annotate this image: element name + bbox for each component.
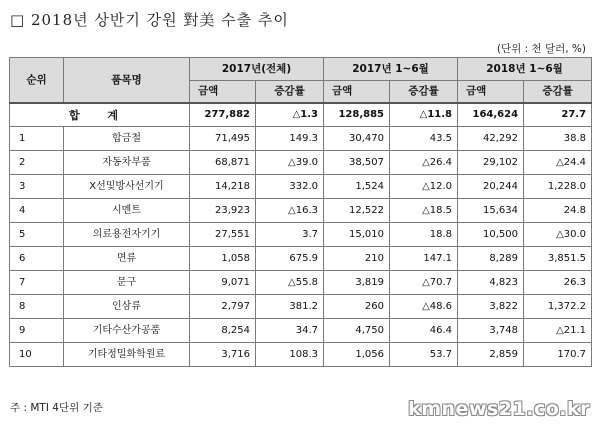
total-cell: △1.3 bbox=[256, 103, 324, 127]
row-value: 42,292 bbox=[458, 127, 524, 151]
table-row bbox=[10, 199, 592, 223]
row-rank: 3 bbox=[10, 175, 64, 199]
row-value: △26.4 bbox=[390, 151, 458, 175]
row-item-name: 합금철 bbox=[64, 127, 190, 151]
row-item-name: 시멘트 bbox=[64, 199, 190, 223]
row-rank: 6 bbox=[10, 247, 64, 271]
header-period-2017-h1: 2017년 1~6월 bbox=[324, 58, 458, 81]
row-value: 4,823 bbox=[458, 271, 524, 295]
header-row-periods bbox=[10, 58, 592, 81]
row-value: 43.5 bbox=[390, 127, 458, 151]
header-amount: 금액 bbox=[458, 81, 524, 104]
table-row bbox=[10, 247, 592, 271]
row-value: 30,470 bbox=[324, 127, 390, 151]
header-period-2018-h1: 2018년 1~6월 bbox=[458, 58, 592, 81]
row-value: △55.8 bbox=[256, 271, 324, 295]
row-value: 9,071 bbox=[190, 271, 256, 295]
header-amount: 금액 bbox=[324, 81, 390, 104]
row-value: 23,923 bbox=[190, 199, 256, 223]
row-value: △39.0 bbox=[256, 151, 324, 175]
header-rank: 순위 bbox=[10, 58, 64, 104]
row-rank: 4 bbox=[10, 199, 64, 223]
table-row bbox=[10, 127, 592, 151]
row-rank: 9 bbox=[10, 319, 64, 343]
total-cell: 164,624 bbox=[458, 103, 524, 127]
row-rank: 10 bbox=[10, 343, 64, 367]
row-value: 149.3 bbox=[256, 127, 324, 151]
unit-note: (단위 : 천 달러, %) bbox=[496, 43, 586, 55]
row-rank: 5 bbox=[10, 223, 64, 247]
row-value: 1,372.2 bbox=[524, 295, 592, 319]
row-item-name: 의료용전자기기 bbox=[64, 223, 190, 247]
table-row bbox=[10, 175, 592, 199]
table-row bbox=[10, 151, 592, 175]
row-value: 29,102 bbox=[458, 151, 524, 175]
table-row bbox=[10, 295, 592, 319]
page-title: □ 2018년 상반기 강원 對美 수출 추이 bbox=[10, 11, 289, 29]
row-value: 27,551 bbox=[190, 223, 256, 247]
header-period-2017-full: 2017년(전체) bbox=[190, 58, 324, 81]
row-value: 12,522 bbox=[324, 199, 390, 223]
header-growth: 증감률 bbox=[256, 81, 324, 104]
row-value: 170.7 bbox=[524, 343, 592, 367]
total-label: 합 계 bbox=[10, 103, 190, 127]
row-value: △24.4 bbox=[524, 151, 592, 175]
row-value: 3,819 bbox=[324, 271, 390, 295]
row-value: 46.4 bbox=[390, 319, 458, 343]
row-value: 2,797 bbox=[190, 295, 256, 319]
row-value: 10,500 bbox=[458, 223, 524, 247]
header-amount: 금액 bbox=[190, 81, 256, 104]
row-value: △18.5 bbox=[390, 199, 458, 223]
row-value: 26.3 bbox=[524, 271, 592, 295]
row-value: 3.7 bbox=[256, 223, 324, 247]
row-value: 1,056 bbox=[324, 343, 390, 367]
row-value: 53.7 bbox=[390, 343, 458, 367]
row-item-name: 자동차부품 bbox=[64, 151, 190, 175]
site-watermark: kmnews21.co.kr bbox=[408, 398, 590, 420]
row-item-name: 문구 bbox=[64, 271, 190, 295]
row-value: 675.9 bbox=[256, 247, 324, 271]
row-value: 210 bbox=[324, 247, 390, 271]
row-value: 14,218 bbox=[190, 175, 256, 199]
row-rank: 7 bbox=[10, 271, 64, 295]
total-cell: 128,885 bbox=[324, 103, 390, 127]
total-cell: 27.7 bbox=[524, 103, 592, 127]
row-value: 15,634 bbox=[458, 199, 524, 223]
table-row bbox=[10, 319, 592, 343]
row-rank: 8 bbox=[10, 295, 64, 319]
row-value: 18.8 bbox=[390, 223, 458, 247]
total-cell: △11.8 bbox=[390, 103, 458, 127]
row-value: △30.0 bbox=[524, 223, 592, 247]
row-value: 3,716 bbox=[190, 343, 256, 367]
row-value: 71,495 bbox=[190, 127, 256, 151]
header-growth: 증감률 bbox=[524, 81, 592, 104]
total-cell: 277,882 bbox=[190, 103, 256, 127]
row-value: 1,228.0 bbox=[524, 175, 592, 199]
header-growth: 증감률 bbox=[390, 81, 458, 104]
row-value: 38.8 bbox=[524, 127, 592, 151]
row-value: 8,289 bbox=[458, 247, 524, 271]
row-value: 8,254 bbox=[190, 319, 256, 343]
row-value: 147.1 bbox=[390, 247, 458, 271]
row-value: 1,524 bbox=[324, 175, 390, 199]
row-value: 15,010 bbox=[324, 223, 390, 247]
row-item-name: 기타정밀화학원료 bbox=[64, 343, 190, 367]
row-value: 24.8 bbox=[524, 199, 592, 223]
row-value: △16.3 bbox=[256, 199, 324, 223]
row-value: 1,058 bbox=[190, 247, 256, 271]
row-value: 108.3 bbox=[256, 343, 324, 367]
row-value: 260 bbox=[324, 295, 390, 319]
row-item-name: X선및방사선기기 bbox=[64, 175, 190, 199]
row-value: 332.0 bbox=[256, 175, 324, 199]
row-value: △12.0 bbox=[390, 175, 458, 199]
row-value: 20,244 bbox=[458, 175, 524, 199]
row-value: △21.1 bbox=[524, 319, 592, 343]
row-rank: 1 bbox=[10, 127, 64, 151]
row-item-name: 면류 bbox=[64, 247, 190, 271]
row-item-name: 인삼류 bbox=[64, 295, 190, 319]
table-row bbox=[10, 223, 592, 247]
export-trend-table bbox=[9, 57, 592, 367]
row-value: 34.7 bbox=[256, 319, 324, 343]
table-row bbox=[10, 343, 592, 367]
row-item-name: 기타수산가공품 bbox=[64, 319, 190, 343]
total-row bbox=[10, 103, 592, 127]
row-value: 3,748 bbox=[458, 319, 524, 343]
row-value: △70.7 bbox=[390, 271, 458, 295]
row-value: 3,851.5 bbox=[524, 247, 592, 271]
row-value: 3,822 bbox=[458, 295, 524, 319]
row-value: 381.2 bbox=[256, 295, 324, 319]
row-value: 2,859 bbox=[458, 343, 524, 367]
row-value: 68,871 bbox=[190, 151, 256, 175]
row-value: △48.6 bbox=[390, 295, 458, 319]
table-row bbox=[10, 271, 592, 295]
footnote: 주 : MTI 4단위 기준 bbox=[10, 402, 103, 414]
row-value: 4,750 bbox=[324, 319, 390, 343]
row-rank: 2 bbox=[10, 151, 64, 175]
row-value: 38,507 bbox=[324, 151, 390, 175]
header-item: 품목명 bbox=[64, 58, 190, 104]
